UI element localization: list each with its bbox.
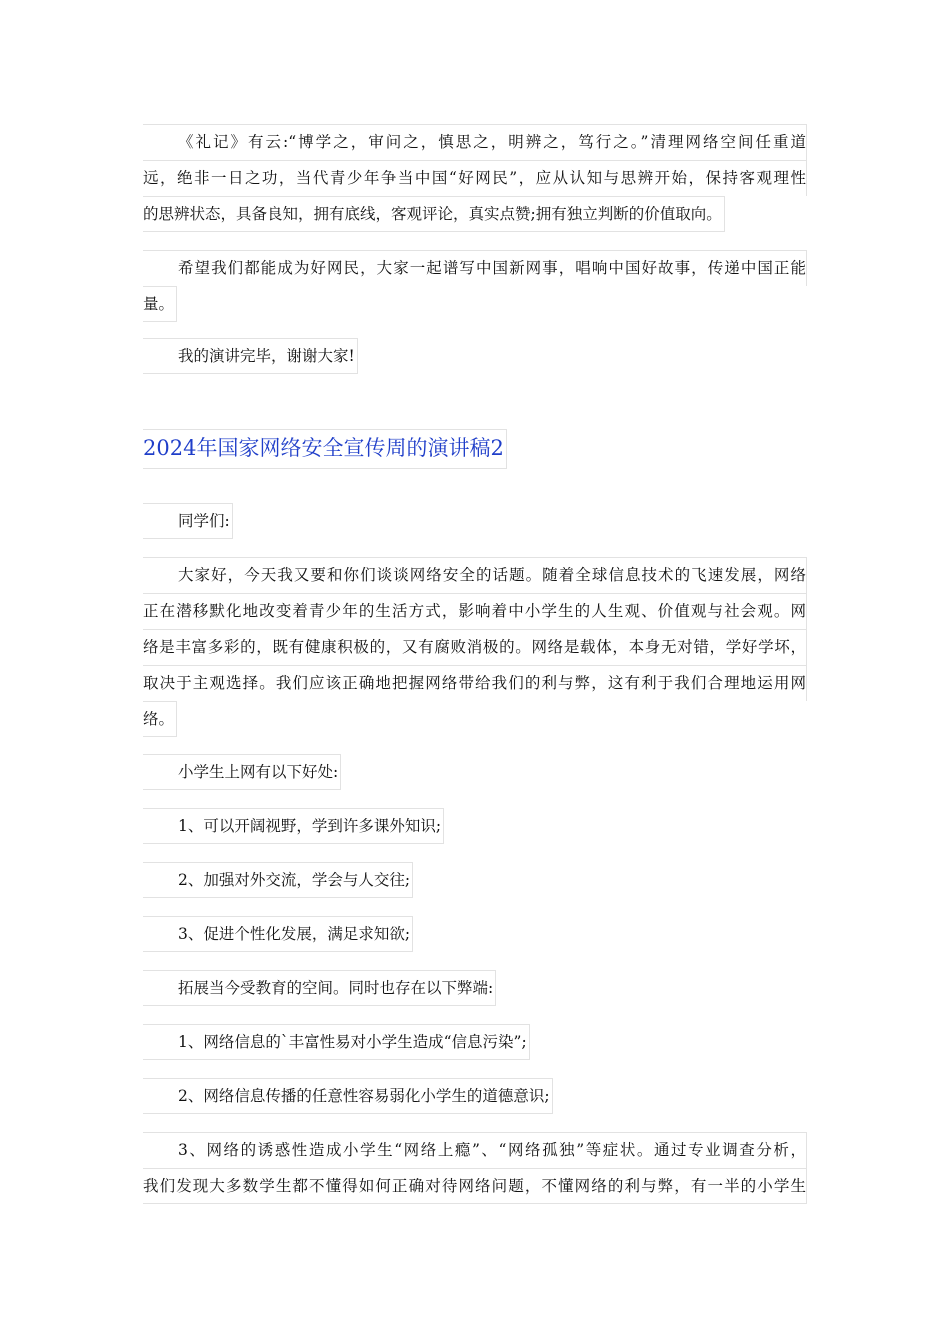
- paragraph-good-netizen: [143, 250, 807, 326]
- paragraph-drawbacks-intro: [143, 970, 807, 1010]
- text-line: 2、网络信息传播的任意性容易弱化小学生的道德意识;: [143, 1078, 553, 1114]
- text-line: 1、可以开阔视野，学到许多课外知识;: [143, 808, 444, 844]
- text-line: 远，绝非一日之功，当代青少年争当中国“好网民”，应从认知与思辨开始，保持客观理性: [143, 160, 807, 196]
- text-line: 3、促进个性化发展，满足求知欲;: [143, 916, 413, 952]
- text-line: 1、网络信息的`丰富性易对小学生造成“信息污染”;: [143, 1024, 530, 1060]
- text-line: 正在潜移默化地改变着青少年的生活方式，影响着中小学生的人生观、价值观与社会观。网: [143, 593, 807, 629]
- list-item-drawback-1: [143, 1024, 807, 1064]
- text-line: 拓展当今受教育的空间。同时也存在以下弊端:: [143, 970, 496, 1006]
- paragraph-intro: [143, 557, 807, 741]
- paragraph-liji-quote: [143, 124, 807, 236]
- list-item-drawback-3: [143, 1132, 807, 1204]
- text-line: 2、加强对外交流，学会与人交往;: [143, 862, 413, 898]
- list-item-benefit-1: [143, 808, 807, 848]
- text-line: 3、网络的诱惑性造成小学生“网络上瘾”、“网络孤独”等症状。通过专业调查分析，: [143, 1132, 807, 1168]
- list-item-benefit-2: [143, 862, 807, 902]
- list-item-drawback-2: [143, 1078, 807, 1118]
- text-line: 希望我们都能成为好网民，大家一起谱写中国新网事，唱响中国好故事，传递中国正能: [143, 250, 807, 286]
- text-line: 同学们:: [143, 503, 233, 539]
- list-item-benefit-3: [143, 916, 807, 956]
- text-line: 取决于主观选择。我们应该正确地把握网络带给我们的利与弊，这有利于我们合理地运用网: [143, 665, 807, 701]
- text-line: 我们发现大多数学生都不懂得如何正确对待网络问题，不懂网络的利与弊，有一半的小学生: [143, 1168, 807, 1204]
- text-line: 大家好，今天我又要和你们谈谈网络安全的话题。随着全球信息技术的飞速发展，网络: [143, 557, 807, 593]
- text-line: 络。: [143, 701, 177, 737]
- paragraph-greeting: [143, 503, 807, 543]
- text-line: 《礼记》有云:“博学之，审问之，慎思之，明辨之，笃行之。”清理网络空间任重道: [143, 124, 807, 160]
- paragraph-benefits-intro: [143, 754, 807, 794]
- section-heading: 2024年国家网络安全宣传周的演讲稿2: [143, 429, 507, 469]
- text-line: 小学生上网有以下好处:: [143, 754, 341, 790]
- text-line: 量。: [143, 286, 177, 322]
- text-line: 我的演讲完毕，谢谢大家!: [143, 338, 358, 374]
- text-line: 的思辨状态，具备良知，拥有底线，客观评论，真实点赞;拥有独立判断的价值取向。: [143, 196, 725, 232]
- text-line: 络是丰富多彩的，既有健康积极的，又有腐败消极的。网络是载体，本身无对错，学好学坏，: [143, 629, 807, 665]
- paragraph-closing: [143, 338, 807, 378]
